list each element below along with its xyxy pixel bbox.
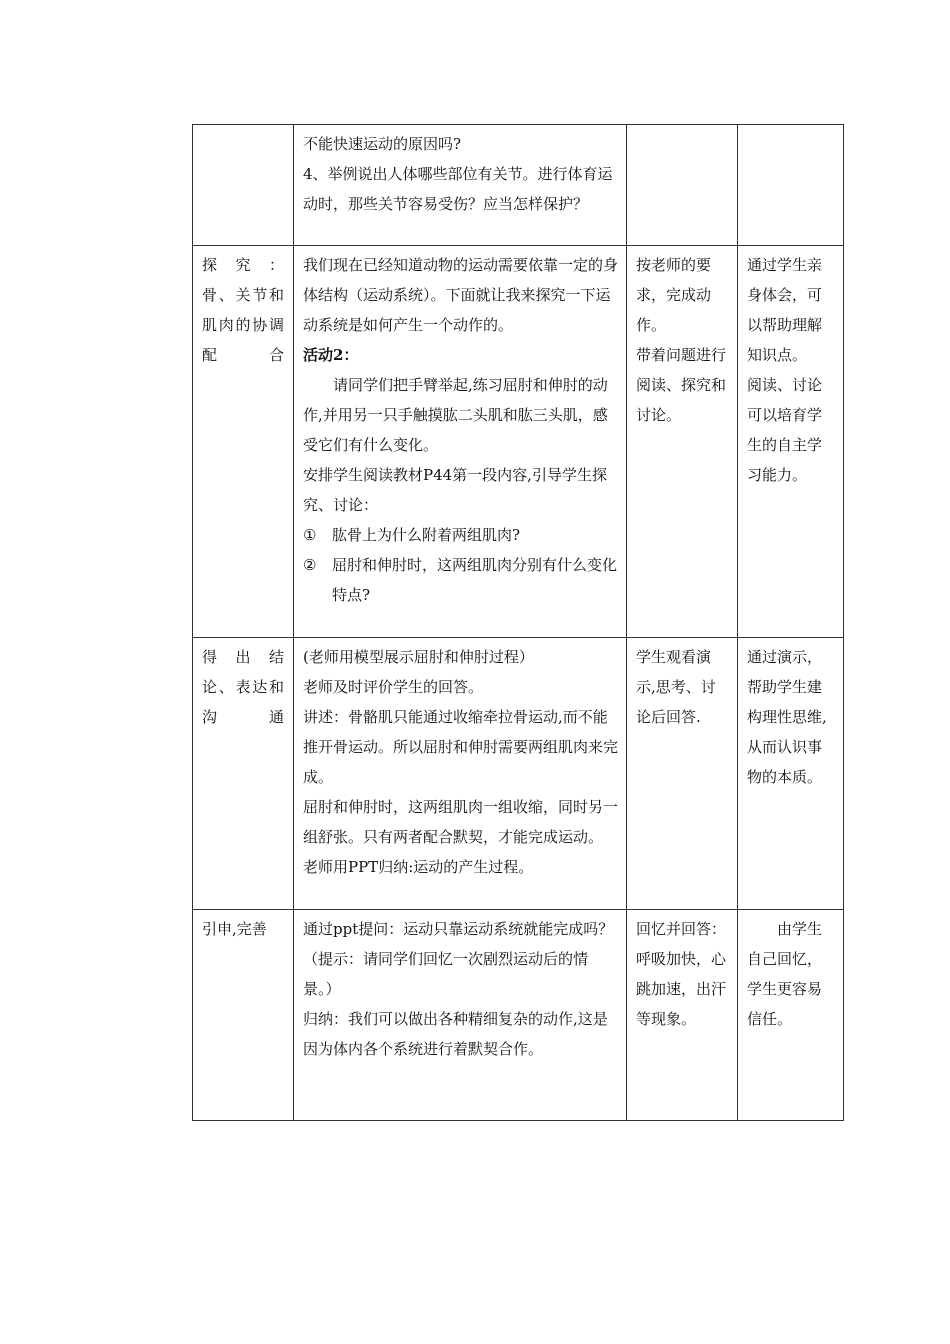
table-row [193, 638, 844, 910]
student-activity-cell [627, 246, 738, 638]
content-cell [294, 638, 627, 910]
content-paragraph: 屈肘和伸肘时，这两组肌肉一组收缩，同时另一组舒张。只有两者配合默契，才能完成运动。 [303, 798, 619, 846]
content-cell [294, 125, 627, 246]
table-row [193, 246, 844, 638]
activity-title: 活动2： [303, 346, 359, 364]
design-purpose-text: 通过学生亲身体会，可以帮助理解知识点。 [747, 256, 823, 364]
student-activity-cell [627, 638, 738, 910]
content-paragraph: 我们现在已经知道动物的运动需要依靠一定的身体结构（运动系统）。下面就让我来探究一下运动系统是如何产生一个动作的。 [303, 256, 619, 334]
content-paragraph: 归纳：我们可以做出各种精细复杂的动作,这是因为体内各个系统进行着默契合作。 [303, 1010, 608, 1058]
stage-cell [193, 246, 294, 638]
student-activity-text: 按老师的要求，完成动作。 [636, 256, 712, 334]
table-row [193, 125, 844, 246]
stage-cell [193, 125, 294, 246]
stage-label: 引申,完善 [202, 920, 267, 938]
design-purpose-text: 阅读、讨论可以培育学生的自主学习能力。 [747, 376, 823, 484]
activity-text: 请同学们把手臂举起,练习屈肘和伸肘的动作,并用另一只手触摸肱二头肌和肱三头肌，感受它们有什么变化。 [303, 376, 608, 454]
stage-cell [193, 638, 294, 910]
student-activity-text: 回忆并回答：呼吸加快，心跳加速，出汗等现象。 [636, 920, 727, 1028]
stage-label: 得 出 结论、表达和沟通 [202, 648, 285, 726]
student-activity-cell [627, 125, 738, 246]
table-row [193, 910, 844, 1121]
design-purpose-text: 由学生自己回忆，学生更容易信任。 [747, 920, 823, 1028]
content-paragraph: 4、举例说出人体哪些部位有关节。进行体育运动时，那些关节容易受伤？应当怎样保护？ [303, 165, 613, 213]
design-purpose-cell [738, 638, 844, 910]
question-item: ① 肱骨上为什么附着两组肌肉? [303, 526, 521, 544]
content-paragraph: 不能快速运动的原因吗? [303, 135, 462, 153]
content-paragraph: 讲述：骨骼肌只能通过收缩牵拉骨运动,而不能推开骨运动。所以屈肘和伸肘需要两组肌肉来完成。 [303, 708, 619, 786]
reading-text: 安排学生阅读教材P44第一段内容,引导学生探究、讨论： [303, 466, 607, 514]
design-purpose-cell [738, 246, 844, 638]
content-paragraph: (老师用模型展示屈肘和伸肘过程） [303, 648, 534, 666]
content-paragraph: （提示：请同学们回忆一次剧烈运动后的情景。） [303, 950, 589, 998]
student-activity-text: 学生观看演示,思考、讨论后回答. [636, 648, 716, 726]
content-cell [294, 246, 627, 638]
question-item: ② 屈肘和伸肘时，这两组肌肉分别有什么变化特点? [303, 556, 618, 604]
student-activity-text: 带着问题进行阅读、探究和讨论。 [636, 346, 727, 424]
student-activity-cell [627, 910, 738, 1121]
content-paragraph: 通过ppt提问：运动只靠运动系统就能完成吗？ [303, 920, 614, 938]
design-purpose-cell [738, 910, 844, 1121]
content-paragraph: 老师及时评价学生的回答。 [303, 678, 484, 696]
design-purpose-text: 通过演示，帮助学生建构理性思维,从而认识事物的本质。 [747, 648, 827, 786]
content-cell [294, 910, 627, 1121]
stage-label: 探 究 ：骨、关节和肌肉的协调配合 [202, 256, 285, 364]
design-purpose-cell [738, 125, 844, 246]
stage-cell [193, 910, 294, 1121]
content-paragraph: 老师用PPT归纳:运动的产生过程。 [303, 858, 534, 876]
lesson-plan-table [192, 124, 844, 1121]
